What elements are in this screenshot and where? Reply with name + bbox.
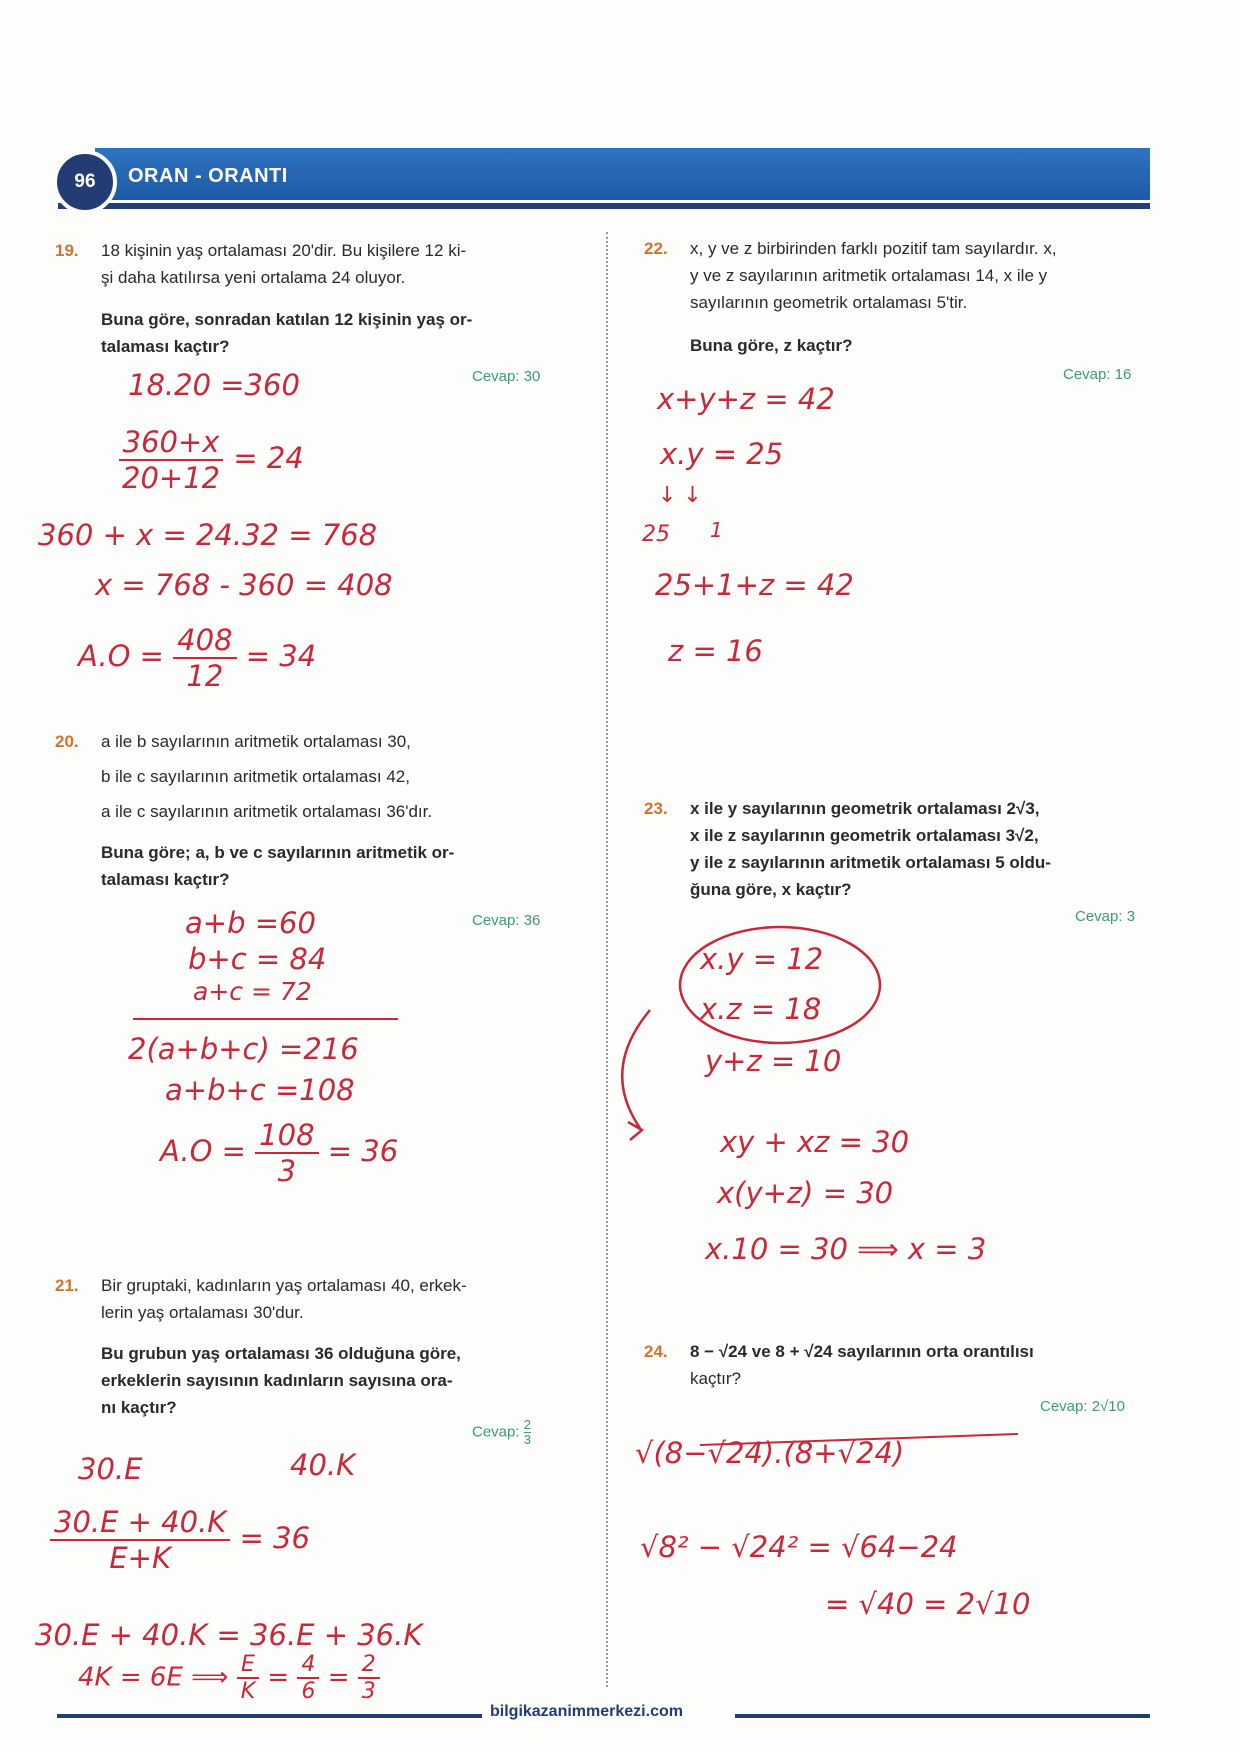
handwriting-value: 25	[642, 522, 670, 547]
question-text: a ile b sayılarının aritmetik ortalaması 30,	[101, 732, 411, 751]
question-ask: erkeklerin sayısının kadınların sayısına ora-	[101, 1371, 453, 1390]
fraction-eq: = 24	[233, 441, 304, 475]
handwriting-line: x.10 = 30 ⟹ x = 3	[705, 1232, 987, 1266]
handwriting-value: 1	[710, 518, 723, 542]
handwriting-line: 30.E	[78, 1452, 143, 1486]
fraction-bottom: 20+12	[122, 461, 221, 495]
question-ask: talaması kaçtır?	[101, 870, 230, 889]
handwriting-line: a+b+c =108	[165, 1073, 355, 1107]
question-text: Bir gruptaki, kadınların yaş ortalaması 40, erkek-	[101, 1276, 467, 1295]
fraction-top: 360+x	[119, 425, 224, 461]
fraction-eq: = 36	[239, 1521, 310, 1555]
question-text: y ile z sayılarının aritmetik ortalaması 5 oldu-	[690, 853, 1051, 872]
question-number: 20.	[55, 732, 79, 751]
question-ask: Buna göre, z kaçtır?	[690, 336, 853, 355]
fraction-eq: =	[327, 1662, 350, 1693]
ink-arrow	[622, 1010, 650, 1128]
fraction-top: 4	[297, 1652, 319, 1679]
handwriting-arrows: ↓ ↓	[658, 483, 702, 508]
fraction-bottom: 3	[361, 1679, 376, 1704]
handwriting-line: x.y = 12	[700, 942, 824, 976]
chapter-title: ORAN - ORANTI	[128, 165, 288, 187]
answer-denominator: 3	[523, 1432, 531, 1447]
handwriting-line: 360 + x = 24.32 = 768	[38, 518, 378, 552]
question-text: kaçtır?	[690, 1369, 742, 1388]
question-text: x, y ve z birbirinden farklı pozitif tam sayılardır. x,	[690, 239, 1057, 258]
handwriting-line: x(y+z) = 30	[717, 1176, 894, 1210]
handwriting-line: √(8−√24).(8+√24)	[635, 1436, 905, 1470]
handwriting-line: = √40 = 2√10	[825, 1587, 1031, 1621]
answer-label: Cevap: 16	[1063, 366, 1132, 383]
fraction-bottom: E+K	[109, 1541, 171, 1575]
fraction-eq: = 36	[327, 1134, 399, 1168]
handwriting-line: z = 16	[668, 634, 763, 668]
question-number: 22.	[644, 239, 668, 258]
ratio-lhs: 4K = 6E ⟹	[78, 1662, 229, 1693]
answer-label: Cevap: 30	[472, 368, 541, 385]
question-text: şi daha katılırsa yeni ortalama 24 oluyor.	[101, 268, 406, 287]
ink-arrow-head	[628, 1122, 642, 1140]
handwriting-line: √8² − √24² = √64−24	[640, 1530, 958, 1564]
question-text: x ile y sayılarının geometrik ortalaması 2√3,	[690, 799, 1040, 818]
handwriting-line: x.y = 25	[660, 437, 784, 471]
answer-label: Cevap: 3	[1075, 908, 1136, 925]
question-ask: nı kaçtır?	[101, 1398, 177, 1417]
handwriting-line: 40.K	[290, 1448, 356, 1482]
question-number: 23.	[644, 799, 668, 818]
question-text: x ile z sayılarının geometrik ortalaması 3√2,	[690, 826, 1039, 845]
fraction-eq: = 34	[245, 639, 317, 673]
question-number: 19.	[55, 241, 79, 260]
fraction-bottom: K	[240, 1679, 256, 1704]
question-text: sayılarının geometrik ortalaması 5'tir.	[690, 293, 968, 312]
answer-numerator: 2	[523, 1417, 531, 1432]
question-text: 18 kişinin yaş ortalaması 20'dir. Bu kişilere 12 ki-	[101, 241, 467, 260]
handwriting-line: x = 768 - 360 = 408	[95, 568, 393, 602]
fraction-top: 30.E + 40.K	[50, 1505, 230, 1541]
handwriting-line: 18.20 =360	[128, 368, 300, 402]
footer-line	[735, 1714, 1150, 1718]
question-ask: talaması kaçtır?	[101, 337, 230, 356]
circled-equations	[680, 927, 880, 1043]
handwriting-line: a+b =60	[185, 906, 316, 940]
answer-label: Cevap: 36	[472, 912, 541, 929]
answer-text: Cevap:	[472, 1423, 520, 1441]
ao-label: A.O =	[160, 1134, 246, 1168]
handwriting-line: x.z = 18	[700, 992, 822, 1026]
question-ask: Buna göre; a, b ve c sayılarının aritmetik or-	[101, 843, 455, 862]
page-number: 96	[53, 150, 117, 214]
handwriting-line: a+c = 72	[193, 977, 312, 1006]
radical-bar	[700, 1434, 1018, 1445]
question-text: a ile c sayılarının aritmetik ortalaması 36'dır.	[101, 802, 433, 821]
handwriting-line: 25+1+z = 42	[655, 568, 854, 602]
question-ask: Bu grubun yaş ortalaması 36 olduğuna göre,	[101, 1344, 461, 1363]
fraction-eq: =	[267, 1662, 290, 1693]
fraction-bottom: 12	[186, 659, 224, 693]
question-text: 8 − √24 ve 8 + √24 sayılarının orta orantılısı	[690, 1342, 1034, 1361]
footer-line	[57, 1714, 482, 1718]
question-text: lerin yaş ortalaması 30'dur.	[101, 1303, 304, 1322]
answer-label: Cevap: 2√10	[1040, 1398, 1125, 1415]
question-text: b ile c sayılarının aritmetik ortalaması 42,	[101, 767, 410, 786]
fraction-top: 408	[173, 623, 236, 659]
handwriting-line: x+y+z = 42	[657, 382, 835, 416]
fraction-bottom: 3	[277, 1154, 297, 1188]
handwriting-line: xy + xz = 30	[720, 1125, 910, 1159]
question-text: ğuna göre, x kaçtır?	[690, 880, 852, 899]
question-text: y ve z sayılarının aritmetik ortalaması 14, x ile y	[690, 266, 1048, 285]
question-number: 21.	[55, 1276, 79, 1295]
fraction-top: E	[237, 1652, 259, 1679]
handwriting-line: 30.E + 40.K = 36.E + 36.K	[35, 1618, 423, 1652]
fraction-top: 2	[358, 1652, 380, 1679]
ao-label: A.O =	[78, 639, 164, 673]
handwriting-line: b+c = 84	[188, 942, 327, 976]
question-number: 24.	[644, 1342, 668, 1361]
handwriting-line: y+z = 10	[705, 1044, 842, 1078]
question-ask: Buna göre, sonradan katılan 12 kişinin yaş or-	[101, 310, 473, 329]
footer-website: bilgikazanimmerkezi.com	[490, 1703, 683, 1720]
fraction-bottom: 6	[301, 1679, 316, 1704]
handwriting-line: 2(a+b+c) =216	[128, 1032, 359, 1066]
fraction-top: 108	[255, 1118, 318, 1154]
